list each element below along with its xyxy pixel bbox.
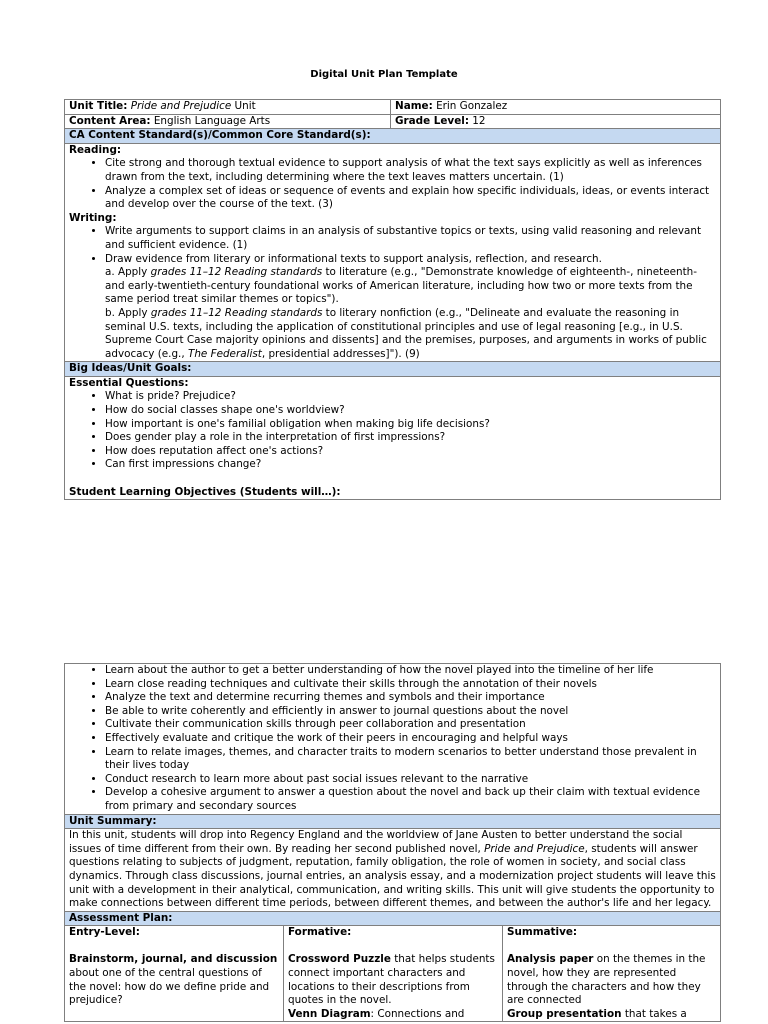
content-area-row (65, 114, 721, 129)
entry-level-cell: Entry-Level: Brainstorm, journal, and discussion about one of the central questions of the novel: how do we define pride and prejudice? (65, 926, 284, 1022)
big-ideas-heading: Big Ideas/Unit Goals: (65, 362, 721, 377)
writing-label: Writing: (69, 211, 117, 224)
list-item: • Be able to write coherently and efficiently in answer to journal questions about the novel (105, 705, 716, 719)
reading-list (69, 157, 716, 211)
standards-body (65, 143, 721, 362)
list-item: • Cultivate their communication skills through peer collaboration and presentation (105, 718, 716, 732)
list-item: • Learn about the author to get a better understanding of how the novel played into the timeline of her life (105, 664, 716, 678)
objectives-body (65, 664, 721, 815)
list-item: • How do social classes shape one's worldview? (105, 404, 716, 418)
essential-questions-label: Essential Questions: (69, 376, 189, 389)
writing-list (69, 225, 716, 361)
formative-cell: Formative: Crossword Puzzle that helps students connect important characters and locations to their descriptions from quotes in the novel. Venn Diagram: Connections and (284, 926, 503, 1022)
unit-summary-heading: Unit Summary: (65, 814, 721, 829)
list-item: • Conduct research to learn more about past social issues relevant to the narrative (105, 773, 716, 787)
list-item: • What is pride? Prejudice? (105, 390, 716, 404)
list-item: • Draw evidence from literary or informational texts to support analysis, reflection, and research. a. Apply grades 11–12 Reading standards to literature (e.g., "Demonstrate knowledge of eighteenth-, nineteenth- and early-twentieth-century foundational works of American literature, including how two or more texts from the same period treat similar themes or topics"). b. Apply grades 11–12 Reading standards to literary nonfiction (e.g., "Delineate and evaluate the reasoning in seminal U.S. texts, including the application of constitutional principles and use of legal reasoning [e.g., in U.S. Supreme Court Case majority opinions and dissents] and the premises, purposes, and arguments in works of public advocacy (e.g., The Federalist, presidential addresses]"). (9) (105, 253, 716, 362)
list-item: • Cite strong and thorough textual evidence to support analysis of what the text says explicitly as well as inferences drawn from the text, including determining where the text leaves matters uncertain. (1) (105, 157, 716, 184)
unit-title-row (65, 100, 721, 115)
name-cell: Name: Erin Gonzalez (391, 100, 721, 115)
list-item: • Analyze the text and determine recurring themes and symbols and their importance (105, 691, 716, 705)
list-item: • Develop a cohesive argument to answer a question about the novel and back up their claim with textual evidence from primary and secondary sources (105, 786, 716, 813)
list-item: • How important is one's familial obligation when making big life decisions? (105, 418, 716, 432)
list-item: • Learn close reading techniques and cultivate their skills through the annotation of their novels (105, 678, 716, 692)
objectives-list (69, 664, 716, 814)
standards-heading: CA Content Standard(s)/Common Core Standard(s): (65, 129, 721, 144)
unit-summary-body: In this unit, students will drop into Regency England and the worldview of Jane Austen to better understand the social issues of time different from their own. By reading her second published novel, Pride and Prejudice, students will answer questions relating to subjects of judgment, reputation, family obligation, the role of women in society, and social class dynamics. Through class discussions, journal entries, an analysis essay, and a modernization project students will leave this unit with a development in their analytical, communication, and writing skills. This unit will give students the opportunity to make connections between different time periods, between different themes, and between the author's life and her legacy. (65, 829, 721, 912)
grade-level-cell: Grade Level: 12 (391, 114, 721, 129)
standard-sub-a: a. Apply grades 11–12 Reading standards to literature (e.g., "Demonstrate knowledge of eighteenth-, nineteenth- and early-twentieth-century foundational works of American literature, including how two or more texts from the same period treat similar themes or topics"). (105, 266, 698, 306)
unit-title-cell: Unit Title: Pride and Prejudice Unit (65, 100, 391, 115)
unit-plan-table-page2 (64, 663, 721, 1022)
big-ideas-body (65, 376, 721, 499)
list-item: • Effectively evaluate and critique the work of their peers in encouraging and helpful ways (105, 732, 716, 746)
list-item: • Can first impressions change? (105, 458, 716, 472)
list-item: • How does reputation affect one's actions? (105, 445, 716, 459)
standard-sub-b: b. Apply grades 11–12 Reading standards to literary nonfiction (e.g., "Delineate and evaluate the reasoning in seminal U.S. texts, including the application of constitutional principles and use of legal reasoning [e.g., in U.S. Supreme Court Case majority opinions and dissents] and the premises, purposes, and arguments in works of public advocacy (e.g., The Federalist, presidential addresses]"). (9) (105, 306, 707, 360)
list-item: • Analyze a complex set of ideas or sequence of events and explain how specific individuals, ideas, or events interact and develop over the course of the text. (3) (105, 185, 716, 212)
content-area-cell: Content Area: English Language Arts (65, 114, 391, 129)
assessment-heading: Assessment Plan: (65, 911, 721, 926)
summative-cell: Summative: Analysis paper on the themes in the novel, how they are represented through the characters and how they are connected Group presentation that takes a (503, 926, 721, 1022)
list-item: • Does gender play a role in the interpretation of first impressions? (105, 431, 716, 445)
unit-plan-table-page1 (64, 99, 721, 500)
list-item: • Learn to relate images, themes, and character traits to modern scenarios to better understand those prevalent in their lives today (105, 746, 716, 773)
document-title: Digital Unit Plan Template (310, 69, 458, 80)
reading-label: Reading: (69, 143, 122, 156)
essential-questions-list (69, 390, 716, 472)
list-item: • Write arguments to support claims in an analysis of substantive topics or texts, using valid reasoning and relevant and sufficient evidence. (1) (105, 225, 716, 252)
learning-objectives-label: Student Learning Objectives (Students will…): (69, 485, 341, 498)
